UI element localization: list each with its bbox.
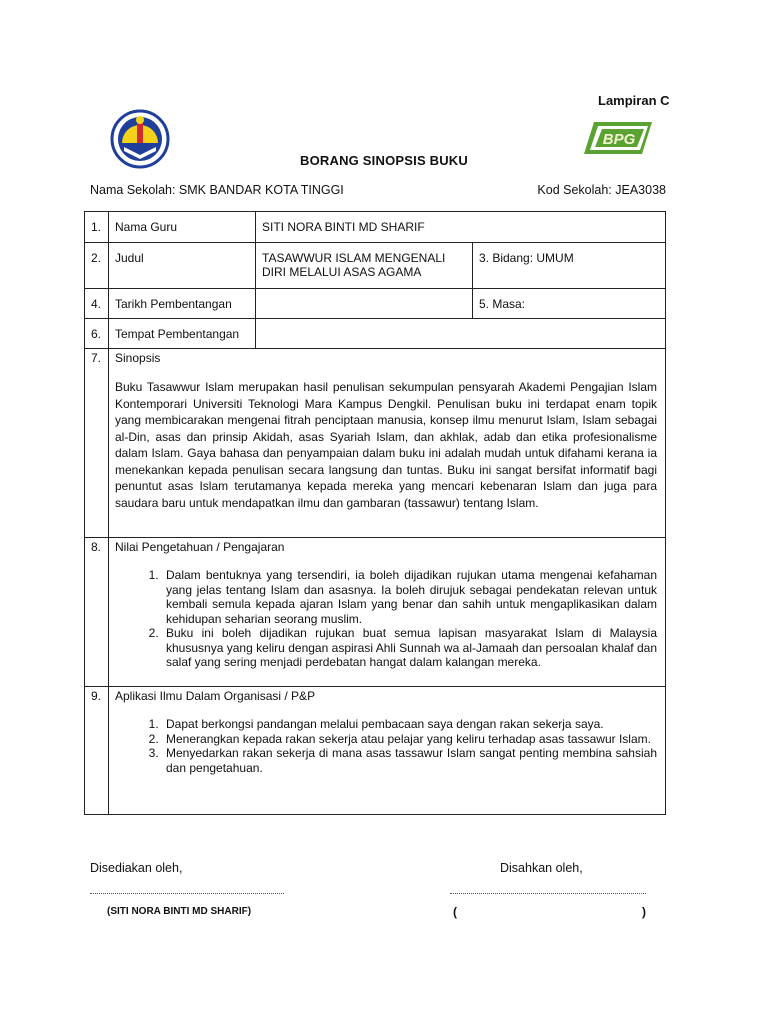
- signature-line-approver: [450, 893, 646, 894]
- row-number: 4.: [85, 289, 109, 319]
- approved-by-label: Disahkan oleh,: [500, 861, 583, 875]
- row-number: 6.: [85, 319, 109, 349]
- synopsis-form-table: [84, 211, 666, 815]
- row-label: Tarikh Pembentangan: [109, 289, 256, 319]
- teacher-name-value: SITI NORA BINTI MD SHARIF: [256, 212, 666, 243]
- table-row: [85, 687, 666, 815]
- duration-value: 5. Masa:: [473, 289, 666, 319]
- application-list: [115, 717, 657, 775]
- row-number: 1.: [85, 212, 109, 243]
- knowledge-value-cell: [109, 538, 666, 687]
- form-title: BORANG SINOPSIS BUKU: [300, 153, 468, 168]
- field-value: 3. Bidang: UMUM: [473, 243, 666, 289]
- table-row: [85, 349, 666, 538]
- approver-name-close: ): [642, 905, 646, 919]
- school-code: Kod Sekolah: JEA3038: [537, 183, 666, 197]
- row-label: Nama Guru: [109, 212, 256, 243]
- synopsis-text: Buku Tasawwur Islam merupakan hasil penulisan sekumpulan pensyarah Akademi Pengajian Islam Kontemporari Universiti Teknologi Mara Kampus Dengkil. Penulisan buku ini terdapat enam topik yang membicarakan mengenai fitrah penciptaan manusia, konsep ilmu menurut Islam, Islam sebagai al-Din, asas dan prinsip Akidah, asas Syariah Islam, dan akhlak, adab dan etika profesionalisme dalam Islam. Gaya bahasa dan penyampaian dalam buku ini adalah mudah untuk difahami kerana ia menekankan kepada penulisan secara langsung dan tuntas. Buku ini sangat bersifat informatif bagi penuntut asas Islam terutamanya kepada mereka yang mencari kebenaran Islam dan juga para saudara baru untuk mendapatkan ilmu dan gambaran (tassawur) tentang Islam.: [115, 380, 657, 510]
- list-item: 2. Buku ini boleh dijadikan rujukan buat semua lapisan masyarakat Islam di Malaysia khususnya yang keliru dengan aspirasi Ahli Sunnah wa al-Jamaah dan persoalan khalaf dan salaf yang sering menjadi perdebatan hangat dalam kalangan mereka.: [162, 626, 657, 670]
- table-row: [85, 289, 666, 319]
- row-label: Tempat Pembentangan: [109, 319, 256, 349]
- row-label: Judul: [109, 243, 256, 289]
- row-number: 2.: [85, 243, 109, 289]
- preparer-name: (SITI NORA BINTI MD SHARIF): [107, 906, 252, 917]
- table-row: [85, 212, 666, 243]
- list-item: 1. Dalam bentuknya yang tersendiri, ia boleh dijadikan rujukan utama mengenai kefahaman yang jelas tentang Islam dan asasnya. Ia boleh dirujuk sebagai pendekatan relevan untuk kembali semula kepada ajaran Islam yang benar dan sahih untuk mengaplikasikan dalam kehidupan seharian seorang muslim.: [162, 568, 657, 626]
- presentation-place-value: [256, 319, 666, 349]
- row-number: 7.: [85, 349, 109, 538]
- application-cell: [109, 687, 666, 815]
- synopsis-cell: [109, 349, 666, 538]
- prepared-by-label: Disediakan oleh,: [90, 861, 183, 875]
- section-heading: Nilai Pengetahuan / Pengajaran: [115, 540, 285, 554]
- list-item: 3. Menyedarkan rakan sekerja di mana asas tassawur Islam sangat penting membina sahsiah dan pengetahuan.: [162, 746, 657, 775]
- row-number: 9.: [85, 687, 109, 815]
- presentation-date-value: [256, 289, 473, 319]
- svg-text:BPG: BPG: [602, 131, 636, 148]
- table-row: [85, 243, 666, 289]
- approver-name-open: (: [453, 905, 457, 919]
- section-heading: Aplikasi Ilmu Dalam Organisasi / P&P: [115, 689, 316, 703]
- section-heading: Sinopsis: [115, 351, 161, 365]
- table-row: [85, 319, 666, 349]
- list-item: 1. Dapat berkongsi pandangan melalui pembacaan saya dengan rakan sekerja saya.: [162, 717, 657, 732]
- appendix-label: Lampiran C: [598, 93, 670, 108]
- list-item: 2. Menerangkan kepada rakan sekerja atau pelajar yang keliru terhadap asas tassawur Islam.: [162, 732, 657, 747]
- school-name: Nama Sekolah: SMK BANDAR KOTA TINGGI: [90, 183, 344, 197]
- signature-line-preparer: [90, 893, 284, 894]
- table-row: [85, 538, 666, 687]
- row-number: 8.: [85, 538, 109, 687]
- knowledge-list: [115, 568, 657, 670]
- bpg-logo-icon: [584, 120, 654, 156]
- title-value: TASAWWUR ISLAM MENGENALI DIRI MELALUI ASAS AGAMA: [256, 243, 473, 289]
